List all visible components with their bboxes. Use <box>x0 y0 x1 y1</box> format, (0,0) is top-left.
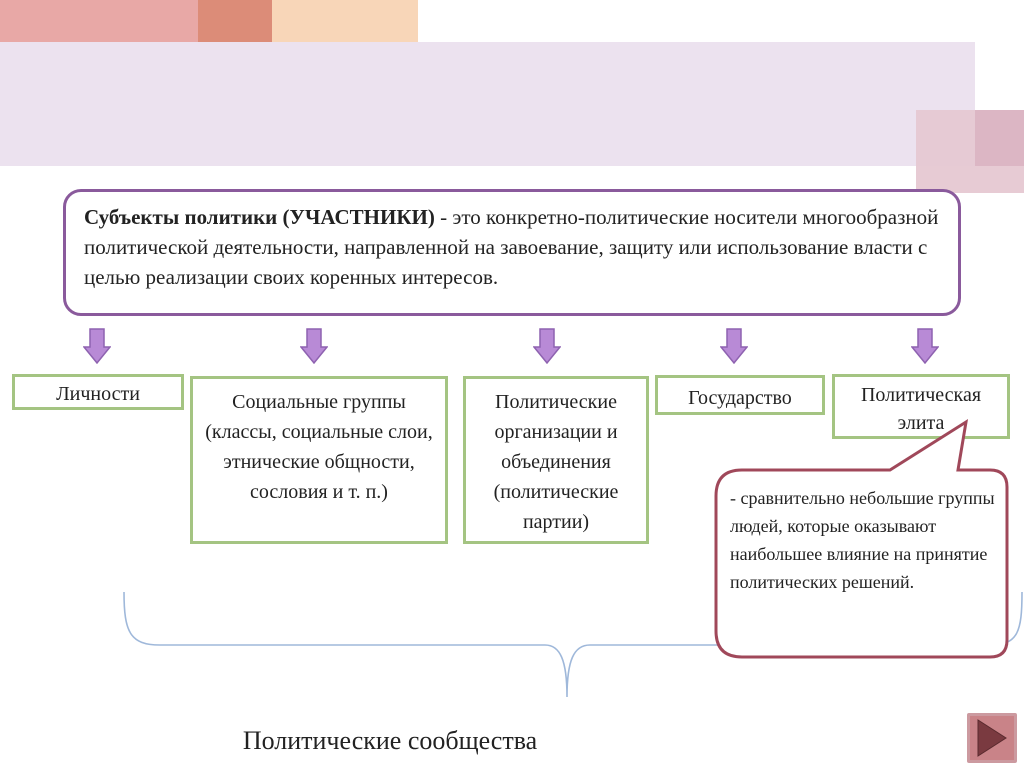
category-label: Социальные группы (классы, социальные слои, этнические общности, сословия и т. п.) <box>205 391 433 503</box>
next-slide-button[interactable] <box>967 713 1017 763</box>
play-icon <box>970 716 1014 760</box>
category-label: Личности <box>56 383 140 405</box>
definition-text: - это конкретно-политические носители многообразной политической деятельности, направленной на завоевание, защиту или использование власти с целью реализации своих коренных интересов. <box>84 205 939 289</box>
category-label: Государство <box>688 387 792 409</box>
callout-text: - сравнительно небольшие группы людей, которые оказывают наибольшее влияние на принятие политических решений. <box>730 488 995 592</box>
category-label: Политическая элита <box>860 384 982 434</box>
footer-label: Политические сообщества <box>242 726 538 755</box>
definition-term: Субъекты политики (УЧАСТНИКИ) <box>84 205 435 229</box>
category-label: Политические организации и объединения (политические партии) <box>493 391 619 533</box>
